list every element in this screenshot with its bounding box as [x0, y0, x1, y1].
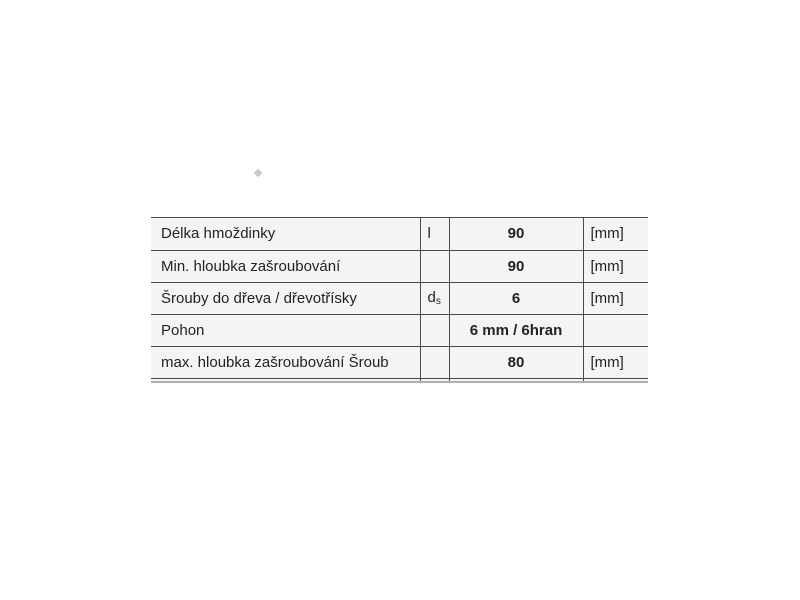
row-symbol: l [420, 218, 449, 250]
row-symbol [420, 346, 449, 378]
row-value: 6 mm / 6hran [449, 314, 583, 346]
specification-table [151, 217, 648, 383]
row-unit: [mm] [583, 346, 648, 378]
row-value: 6 [449, 282, 583, 314]
decorative-diamond-icon [254, 169, 262, 177]
row-unit: [mm] [583, 282, 648, 314]
row-label: Pohon [151, 314, 420, 346]
row-label: Délka hmoždinky [151, 218, 420, 250]
row-unit [583, 314, 648, 346]
table-row-partial [151, 378, 648, 381]
table-row [151, 346, 648, 378]
row-label: max. hloubka zašroubování Šroub [151, 346, 420, 378]
row-value: 90 [449, 250, 583, 282]
row-value: 90 [449, 218, 583, 250]
table-row [151, 218, 648, 250]
row-value: 80 [449, 346, 583, 378]
table-row [151, 282, 648, 314]
row-unit: [mm] [583, 218, 648, 250]
row-symbol [420, 314, 449, 346]
row-label: Min. hloubka zašroubování [151, 250, 420, 282]
table-row [151, 250, 648, 282]
row-unit: [mm] [583, 250, 648, 282]
row-unit-empty [583, 378, 648, 381]
row-value-empty [449, 378, 583, 381]
row-symbol: $d_s$ [420, 282, 449, 314]
row-label-empty [151, 378, 420, 381]
table-row [151, 314, 648, 346]
row-label: Šrouby do dřeva / dřevotřísky [151, 282, 420, 314]
row-symbol [420, 250, 449, 282]
row-symbol-empty [420, 378, 449, 381]
